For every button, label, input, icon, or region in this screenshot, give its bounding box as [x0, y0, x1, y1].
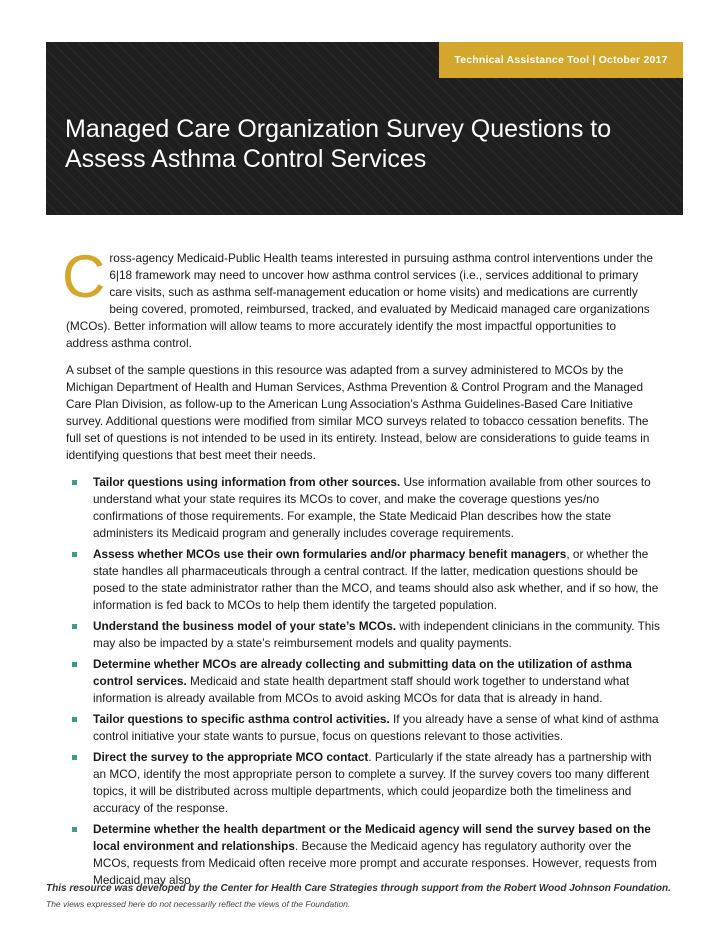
- list-item-heading: Understand the business model of your state’s MCOs.: [93, 619, 397, 633]
- bullet-marker: [72, 755, 77, 760]
- bullet-marker: [72, 827, 77, 832]
- list-item: [66, 711, 660, 745]
- bullet-marker: [72, 662, 77, 667]
- list-item-heading: Direct the survey to the appropriate MCO contact: [93, 750, 369, 764]
- list-item: [66, 656, 660, 707]
- list-item-heading: Assess whether MCOs use their own formularies and/or pharmacy benefit managers: [93, 547, 567, 561]
- list-item-text: with independent clinicians in the community. This may also be impacted by a state’s reimbursement models and quality payments.: [93, 619, 660, 650]
- bullet-marker: [72, 552, 77, 557]
- list-item: [66, 546, 660, 614]
- list-item-heading: Determine whether MCOs are already collecting and submitting data on the utilization of asthma control services.: [93, 657, 632, 688]
- list-item-text: . Particularly if the state already has a partnership with an MCO, identify the most appropriate person to complete a survey. If the survey covers too many different topics, it will be distributed across multiple departments, which could jeopardize both the timeliness and accuracy of the response.: [93, 750, 652, 815]
- list-item: [66, 618, 660, 652]
- list-item: [66, 474, 660, 542]
- list-item-text: , or whether the state handles all pharmaceuticals through a central contract. If the latter, medication questions should be posed to the state administrator rather than the MCO, and teams should also ask whether, and if so how, the information is fed back to MCOs to help them identify the targeted population.: [93, 547, 659, 612]
- bullet-marker: [72, 717, 77, 722]
- page-title: Managed Care Organization Survey Questions to Assess Asthma Control Services: [65, 115, 612, 173]
- funding-statement: This resource was developed by the Center for Health Care Strategies through support from the Robert Wood Johnson Foundation.: [46, 883, 671, 894]
- context-paragraph: A subset of the sample questions in this resource was adapted from a survey administered to MCOs by the Michigan Department of Health and Human Services, Asthma Prevention & Control Program and the Managed Care Plan Division, as follow-up to the American Lung Association’s Asthma Guidelines-Based Care Initiative survey. Additional questions were modified from similar MCO surveys related to tobacco cessation benefits. The full set of questions is not intended to be used in its entirety. Instead, below are considerations to guide teams in identifying questions that best meet their needs.: [66, 363, 650, 462]
- document-body: [62, 243, 660, 893]
- list-item: [66, 821, 660, 889]
- list-item-text: . Because the Medicaid agency has regulatory authority over the MCOs, requests from Medicaid often receive more prompt and accurate responses. However, requests from Medicaid may also: [93, 839, 657, 887]
- list-item-text: Medicaid and state health department staff should work together to understand what information is already available from MCOs to avoid asking MCOs for data that is already in hand.: [93, 674, 630, 705]
- document-type-tag: Technical Assistance Tool | October 2017: [439, 42, 683, 78]
- drop-cap: C: [62, 243, 106, 310]
- list-item-text: If you already have a sense of what kind of asthma control initiative your state wants to pursue, focus on questions relevant to those activities.: [93, 712, 659, 743]
- list-item-text: Use information available from other sources to understand what your state requires its MCOs to cover, and make the coverage questions yes/no confirmations of those requirements. For example, the State Medicaid Plan describes how the state administers its Medicaid program and generally includes coverage requirements.: [93, 475, 651, 540]
- disclaimer: The views expressed here do not necessarily reflect the views of the Foundation.: [46, 899, 351, 909]
- header-banner: [46, 42, 683, 215]
- intro-text: ross-agency Medicaid-Public Health teams interested in pursuing asthma control interventions under the 6|18 framework may need to uncover how asthma control services (i.e., services additional to primary care visits, such as asthma self-management education or home visits) and medications are currently being covered, promoted, reimbursed, tracked, and evaluated by Medicaid managed care organizations (MCOs). Better information will allow teams to more accurately identify the most impactful opportunities to address asthma control.: [66, 251, 653, 350]
- bullet-marker: [72, 480, 77, 485]
- list-item-heading: Determine whether the health department or the Medicaid agency will send the survey based on the local environment and relationships: [93, 822, 651, 853]
- list-item: [66, 749, 660, 817]
- considerations-list: [66, 474, 660, 889]
- list-item-heading: Tailor questions using information from other sources.: [93, 475, 401, 489]
- list-item-heading: Tailor questions to specific asthma control activities.: [93, 712, 390, 726]
- bullet-marker: [72, 624, 77, 629]
- page-footer: [46, 883, 686, 909]
- intro-paragraph: [62, 243, 660, 352]
